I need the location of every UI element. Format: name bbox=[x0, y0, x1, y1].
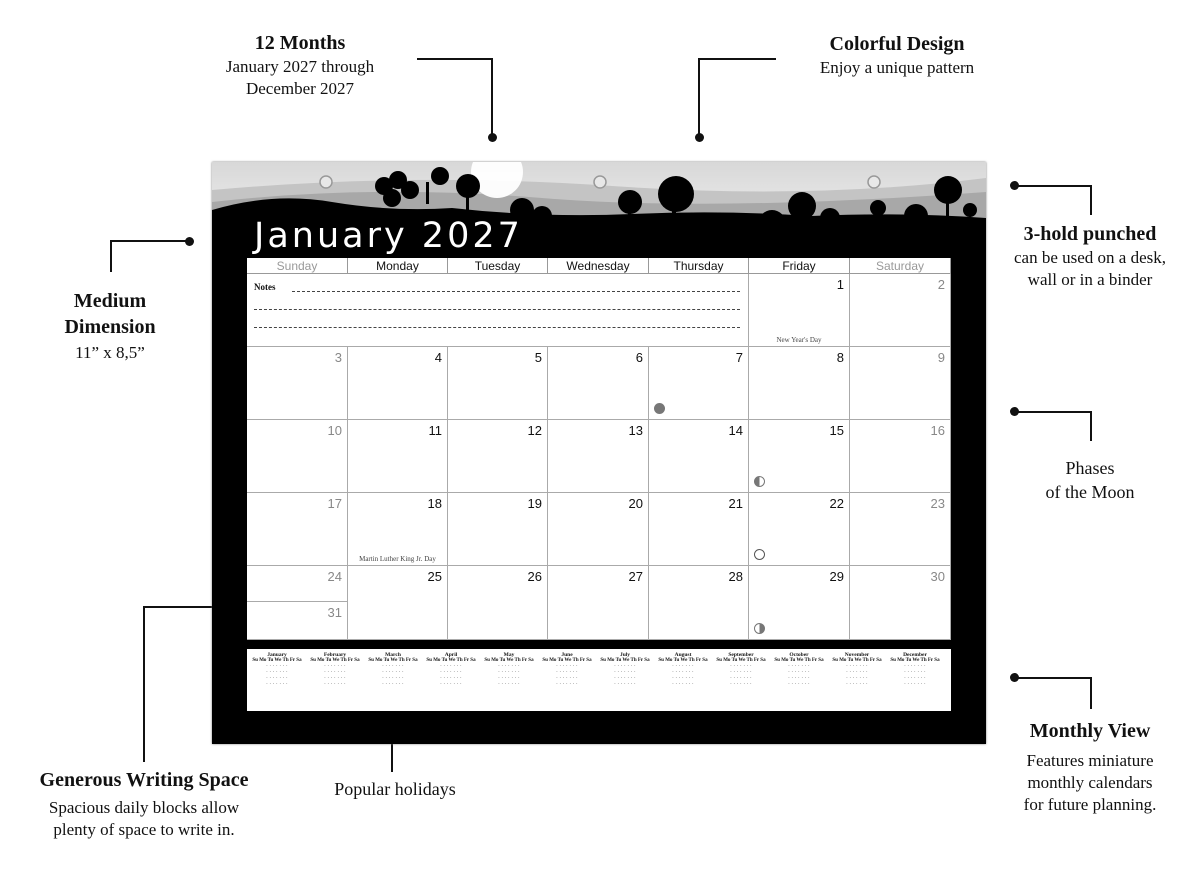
day-cell[interactable] bbox=[749, 347, 850, 420]
day-cell[interactable] bbox=[448, 347, 548, 420]
day-number: 12 bbox=[527, 423, 542, 438]
day-cell[interactable] bbox=[850, 566, 951, 640]
day-number: 2 bbox=[937, 277, 945, 292]
day-number: 1 bbox=[836, 277, 844, 292]
day-number: 17 bbox=[327, 496, 342, 511]
weekday-sunday: Sunday bbox=[247, 258, 348, 274]
day-number: 19 bbox=[527, 496, 542, 511]
punched-line2: wall or in a binder bbox=[1027, 270, 1153, 289]
months-line1: January 2027 through bbox=[225, 57, 375, 76]
mini-calendar bbox=[539, 652, 595, 688]
mini-month-title: July bbox=[619, 652, 631, 658]
mini-weekday-header: Su Mo Tu We Th Fr Sa bbox=[426, 658, 476, 663]
day-cell[interactable] bbox=[348, 347, 448, 420]
day-number: 30 bbox=[930, 569, 945, 584]
day-number: 25 bbox=[427, 569, 442, 584]
mini-month-title: December bbox=[903, 652, 927, 658]
design-callout bbox=[790, 31, 1004, 79]
day-number: 24 bbox=[327, 569, 342, 584]
holiday-label: Martin Luther King Jr. Day bbox=[359, 555, 436, 563]
day-number: 7 bbox=[735, 350, 743, 365]
mini-days: · · · · · · · · · · · · · · · · · · · · · · · · · · · · bbox=[266, 664, 288, 687]
day-number: 27 bbox=[628, 569, 643, 584]
day-cell[interactable] bbox=[348, 566, 448, 640]
day-number: 26 bbox=[527, 569, 542, 584]
moon-leader-h bbox=[1014, 411, 1092, 413]
punched-title: 3-hold punched bbox=[1023, 223, 1157, 245]
dimension-leader-v bbox=[110, 240, 112, 272]
notes-label: Notes bbox=[254, 282, 276, 292]
dimension-line1: 11” x 8,5” bbox=[75, 343, 145, 362]
months-leader-h bbox=[417, 58, 493, 60]
mini-calendar bbox=[597, 652, 653, 688]
day-cell[interactable] bbox=[749, 274, 850, 347]
full-moon-icon bbox=[754, 549, 765, 560]
design-leader-dot bbox=[695, 133, 704, 142]
weekday-friday: Friday bbox=[749, 258, 850, 274]
writing-line1: Spacious daily blocks allow bbox=[48, 798, 240, 817]
first-quarter-icon bbox=[754, 476, 765, 487]
day-cell[interactable] bbox=[749, 420, 850, 493]
mini-month-title: April bbox=[444, 652, 458, 658]
monthly-line2: monthly calendars bbox=[1027, 773, 1153, 792]
mini-month-title: March bbox=[385, 652, 401, 658]
mini-month-title: November bbox=[844, 652, 870, 658]
day-number: 16 bbox=[930, 423, 945, 438]
mini-calendar bbox=[655, 652, 711, 688]
day-number: 10 bbox=[327, 423, 342, 438]
day-cell[interactable] bbox=[348, 493, 448, 566]
day-cell[interactable] bbox=[649, 347, 749, 420]
moon-line2: of the Moon bbox=[1045, 482, 1135, 502]
writing-callout bbox=[14, 767, 274, 841]
punched-leader-v bbox=[1090, 185, 1092, 215]
moon-line1: Phases bbox=[1065, 458, 1115, 478]
day-cell[interactable] bbox=[247, 493, 348, 566]
mini-days: · · · · · · · · · · · · · · · · · · · · · · · · · · · · bbox=[730, 664, 752, 687]
mini-calendar bbox=[249, 652, 305, 688]
months-leader-v bbox=[491, 58, 493, 138]
day-cell[interactable] bbox=[649, 493, 749, 566]
mini-weekday-header: Su Mo Tu We Th Fr Sa bbox=[890, 658, 940, 663]
day-cell[interactable] bbox=[548, 566, 649, 640]
punched-callout bbox=[990, 221, 1190, 291]
months-title: 12 Months bbox=[254, 32, 346, 54]
mini-calendar bbox=[481, 652, 537, 688]
mini-calendar bbox=[887, 652, 943, 688]
dimension-leader-dot bbox=[185, 237, 194, 246]
weekday-saturday: Saturday bbox=[850, 258, 951, 274]
day-number: 20 bbox=[628, 496, 643, 511]
day-number: 23 bbox=[930, 496, 945, 511]
mini-days: · · · · · · · · · · · · · · · · · · · · · · · · · · · · bbox=[788, 664, 810, 687]
writing-leader-v bbox=[143, 606, 145, 762]
mini-month-title: January bbox=[267, 652, 287, 658]
mini-month-title: September bbox=[728, 652, 754, 658]
mini-month-title: October bbox=[789, 652, 809, 658]
mini-calendar bbox=[307, 652, 363, 688]
monthly-title: Monthly View bbox=[1029, 720, 1151, 742]
mini-weekday-header: Su Mo Tu We Th Fr Sa bbox=[368, 658, 418, 663]
mini-weekday-header: Su Mo Tu We Th Fr Sa bbox=[484, 658, 534, 663]
mini-month-title: February bbox=[323, 652, 347, 658]
day-cell[interactable] bbox=[448, 493, 548, 566]
weekday-tuesday: Tuesday bbox=[448, 258, 548, 274]
weekday-monday: Monday bbox=[348, 258, 448, 274]
day-cell[interactable] bbox=[247, 420, 348, 493]
day-cell[interactable] bbox=[749, 566, 850, 640]
punched-leader-h bbox=[1014, 185, 1092, 187]
monthly-line3: for future planning. bbox=[1023, 795, 1157, 814]
mini-month-title: August bbox=[674, 652, 692, 658]
mini-days: · · · · · · · · · · · · · · · · · · · · · · · · · · · · bbox=[440, 664, 462, 687]
day-number: 29 bbox=[829, 569, 844, 584]
month-grid bbox=[247, 258, 951, 640]
weekday-thursday: Thursday bbox=[649, 258, 749, 274]
mini-days: · · · · · · · · · · · · · · · · · · · · · · · · · · · · bbox=[904, 664, 926, 687]
writing-title: Generous Writing Space bbox=[39, 769, 249, 791]
day-cell[interactable] bbox=[850, 493, 951, 566]
mini-weekday-header: Su Mo Tu We Th Fr Sa bbox=[310, 658, 360, 663]
day-number: 28 bbox=[728, 569, 743, 584]
day-cell[interactable] bbox=[548, 420, 649, 493]
holidays-line1: Popular holidays bbox=[334, 779, 456, 799]
day-number: 18 bbox=[427, 496, 442, 511]
day-number: 14 bbox=[728, 423, 743, 438]
mini-calendar bbox=[829, 652, 885, 688]
day-number: 5 bbox=[534, 350, 542, 365]
mini-days: · · · · · · · · · · · · · · · · · · · · · · · · · · · · bbox=[498, 664, 520, 687]
day-cell[interactable] bbox=[850, 420, 951, 493]
day-cell[interactable] bbox=[548, 493, 649, 566]
mini-calendar bbox=[365, 652, 421, 688]
last-quarter-icon bbox=[754, 623, 765, 634]
mini-weekday-header: Su Mo Tu We Th Fr Sa bbox=[658, 658, 708, 663]
new-moon-icon bbox=[654, 403, 665, 414]
punched-line1: can be used on a desk, bbox=[1013, 248, 1166, 267]
day-number: 3 bbox=[334, 350, 342, 365]
moon-callout bbox=[1010, 456, 1170, 504]
mini-days: · · · · · · · · · · · · · · · · · · · · · · · · · · · · bbox=[324, 664, 346, 687]
day-cell[interactable] bbox=[247, 566, 348, 602]
day-number: 8 bbox=[836, 350, 844, 365]
mini-weekday-header: Su Mo Tu We Th Fr Sa bbox=[832, 658, 882, 663]
month-title: January 2027 bbox=[254, 216, 523, 256]
dimension-title1: Medium bbox=[73, 290, 147, 312]
mini-days: · · · · · · · · · · · · · · · · · · · · · · · · · · · · bbox=[672, 664, 694, 687]
day-number: 9 bbox=[937, 350, 945, 365]
day-number: 4 bbox=[434, 350, 442, 365]
day-number: 13 bbox=[628, 423, 643, 438]
mini-calendar bbox=[423, 652, 479, 688]
design-line1: Enjoy a unique pattern bbox=[819, 58, 975, 77]
mini-days: · · · · · · · · · · · · · · · · · · · · · · · · · · · · bbox=[614, 664, 636, 687]
mini-days: · · · · · · · · · · · · · · · · · · · · · · · · · · · · bbox=[556, 664, 578, 687]
holidays-callout bbox=[310, 778, 480, 800]
months-line2: December 2027 bbox=[245, 79, 355, 98]
day-number: 21 bbox=[728, 496, 743, 511]
day-cell[interactable] bbox=[348, 420, 448, 493]
day-cell[interactable] bbox=[247, 602, 348, 640]
day-cell[interactable] bbox=[247, 347, 348, 420]
day-number: 31 bbox=[327, 605, 342, 620]
day-cell[interactable] bbox=[448, 566, 548, 640]
notes-line bbox=[292, 291, 740, 292]
day-cell[interactable] bbox=[649, 566, 749, 640]
design-leader-v bbox=[698, 58, 700, 138]
monthly-leader-h bbox=[1014, 677, 1092, 679]
months-callout bbox=[200, 30, 400, 100]
monthly-callout bbox=[990, 718, 1190, 816]
day-number: 6 bbox=[635, 350, 643, 365]
mini-weekday-header: Su Mo Tu We Th Fr Sa bbox=[774, 658, 824, 663]
day-number: 15 bbox=[829, 423, 844, 438]
dimension-callout bbox=[30, 288, 190, 364]
design-title: Colorful Design bbox=[829, 33, 965, 55]
monthly-leader-v bbox=[1090, 677, 1092, 709]
mini-month-title: June bbox=[561, 652, 573, 658]
mini-days: · · · · · · · · · · · · · · · · · · · · · · · · · · · · bbox=[846, 664, 868, 687]
mini-calendars-strip bbox=[247, 649, 951, 711]
dimension-leader-h bbox=[110, 240, 188, 242]
holiday-label: New Year's Day bbox=[776, 336, 822, 344]
day-cell[interactable] bbox=[749, 493, 850, 566]
notes-line bbox=[254, 327, 740, 328]
design-leader-h bbox=[698, 58, 776, 60]
day-cell[interactable] bbox=[850, 274, 951, 347]
day-cell[interactable] bbox=[548, 347, 649, 420]
day-cell[interactable] bbox=[850, 347, 951, 420]
mini-weekday-header: Su Mo Tu We Th Fr Sa bbox=[600, 658, 650, 663]
mini-month-title: May bbox=[503, 652, 515, 658]
day-number: 11 bbox=[428, 423, 442, 438]
dimension-title2: Dimension bbox=[64, 316, 156, 338]
writing-line2: plenty of space to write in. bbox=[53, 820, 235, 839]
mini-weekday-header: Su Mo Tu We Th Fr Sa bbox=[716, 658, 766, 663]
weekday-wednesday: Wednesday bbox=[548, 258, 649, 274]
monthly-line1: Features miniature bbox=[1026, 751, 1154, 770]
day-cell[interactable] bbox=[649, 420, 749, 493]
months-leader-dot bbox=[488, 133, 497, 142]
notes-area[interactable] bbox=[247, 274, 749, 347]
mini-weekday-header: Su Mo Tu We Th Fr Sa bbox=[542, 658, 592, 663]
mini-days: · · · · · · · · · · · · · · · · · · · · · · · · · · · · bbox=[382, 664, 404, 687]
desk-calendar bbox=[212, 162, 986, 744]
notes-line bbox=[254, 309, 740, 310]
mini-calendar bbox=[771, 652, 827, 688]
moon-leader-v bbox=[1090, 411, 1092, 441]
day-cell[interactable] bbox=[448, 420, 548, 493]
mini-calendar bbox=[713, 652, 769, 688]
mini-weekday-header: Su Mo Tu We Th Fr Sa bbox=[252, 658, 302, 663]
day-number: 22 bbox=[829, 496, 844, 511]
